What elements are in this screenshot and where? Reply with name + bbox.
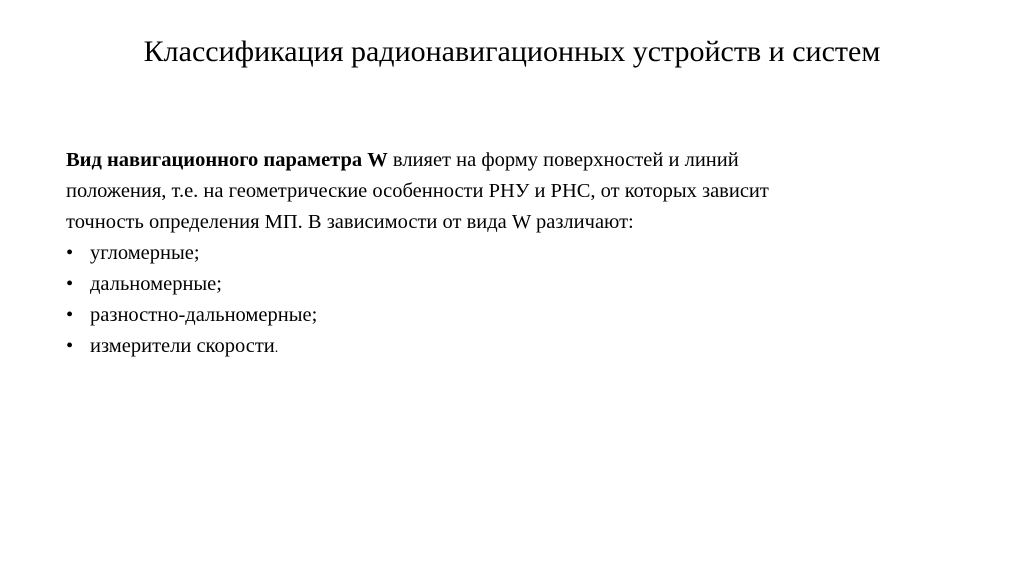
paragraph-line-3: точность определения МП. В зависимости от вида W различают: (66, 211, 634, 233)
bullet-icon: • (66, 304, 74, 326)
bullet-text: разностно-дальномерные; (90, 304, 318, 326)
intro-paragraph (66, 145, 966, 238)
bullet-icon: • (66, 273, 74, 295)
slide-body (66, 145, 966, 364)
bullet-list (66, 238, 966, 364)
bullet-end-period: . (274, 341, 279, 356)
bold-lead: Вид навигационного параметра W (66, 149, 388, 171)
bullet-item (66, 300, 966, 331)
paragraph-line-2: положения, т.е. на геометрические особенности РНУ и РНС, от которых зависит (66, 180, 769, 202)
bullet-icon: • (66, 242, 74, 264)
line1-rest: влияет на форму поверхностей и линий (387, 149, 739, 171)
bullet-text: измерители скорости (90, 335, 275, 357)
bullet-text: дальномерные; (90, 273, 222, 295)
slide-title: Классификация радионавигационных устройств и систем (143, 35, 881, 68)
paragraph-line-1 (66, 145, 966, 176)
bullet-item (66, 238, 966, 269)
bullet-icon: • (66, 335, 74, 357)
bullet-item (66, 269, 966, 300)
bullet-item (66, 331, 966, 364)
bullet-text: угломерные; (90, 242, 200, 264)
